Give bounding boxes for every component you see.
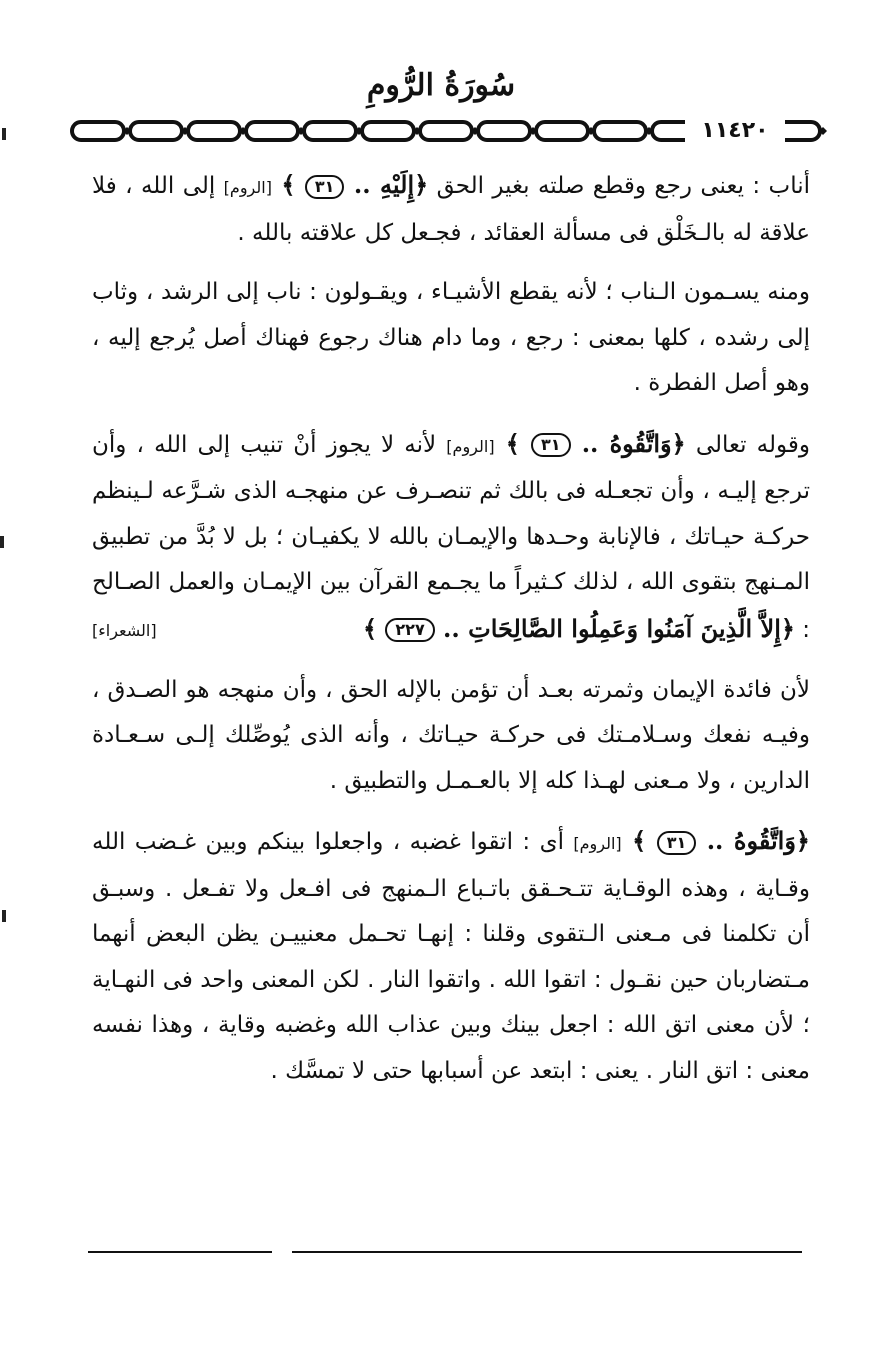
page-number: ١١٤٢٠ — [685, 116, 785, 146]
quran-verse: ﴿وَاتَّقُوهُ .. — [696, 826, 810, 855]
quran-verse: ﴿إِلاَّ الَّذِينَ آمَنُوا وَعَمِلُوا الصَّالِحَاتِ .. — [434, 613, 795, 643]
page-body — [92, 162, 810, 1094]
text: إلى الله ، فلا علاقة له بالـخَلْق فى مسألة العقائد ، فجـعل كل علاقته بالله . — [92, 173, 810, 246]
chain-link — [246, 122, 298, 140]
paragraph-5 — [92, 818, 810, 1094]
paragraph-2 — [92, 270, 810, 407]
ayah-number-badge: ٣١ — [531, 433, 571, 457]
paragraph-1 — [92, 162, 810, 256]
text: أى : اتقوا غضبه ، واجعلوا بينكم وبين غـضب الله وقـاية ، وهذه الوقـاية تتـحـقق باتـباع الـمنهج فى افـعل ولا تفـعل . وسبـق أن تكلمنا فى مـعنى الـتقوى وقلنا : إنهـا تحـمل معنييـن يظن البعض أنهما مـتضاربان حين نقـول : اتقوا الله . واتقوا النار . لكن المعنى واحد فى النهـاية ؛ لأن معنى اتق الله : اجعل بينك وبين عذاب الله وغضبه وقاية ، وهذا نفسه معنى : اتق النار . يعنى : ابتعد عن أسبابها حتى لا تمسَّك . — [92, 829, 810, 1084]
chain-link — [304, 122, 356, 140]
chain-link — [130, 122, 182, 140]
surah-reference: [الروم] — [223, 178, 272, 197]
verse-close: ﴾ — [621, 826, 657, 855]
paragraph-4 — [92, 668, 810, 805]
footer-line-short — [88, 1251, 272, 1253]
chain-link — [478, 122, 530, 140]
text: ومنه يسـمون الـناب ؛ لأنه يقطع الأشيـاء ، ويقـولون : ناب إلى الرشد ، وثاب إلى رشده ، كلها بمعنى : رجع ، وما دام هناك رجوع فهناك أصل يُرجع إليه ، وهو أصل الفطرة . — [92, 279, 810, 396]
chain-link — [72, 122, 124, 140]
footer-rule — [88, 1248, 802, 1256]
ayah-number-badge: ٢٢٧ — [385, 618, 434, 642]
margin-mark — [0, 536, 4, 548]
chain-link — [188, 122, 240, 140]
verse-close: ﴾ — [271, 170, 305, 199]
text: لأنه لا يجوز أنْ تنيب إلى الله ، وأن ترجع إليـه ، وأن تجعـله فى بالك ثم تنصـرف عن منهجـه الذى شـرَّعه لـينظم حركـة حيـاتك ، فالإنابة وحـدها والإيمـان بالله لا يكفيـان ؛ بل لا بُدَّ من تطبيق المـنهج بتقوى الله ، لذلك كـثيراً ما يجـمع القرآن بين الإيمـان والعمل الصـالح : — [92, 431, 810, 643]
margin-mark — [2, 128, 6, 140]
surah-reference: [الروم] — [573, 834, 622, 853]
quran-verse: ﴿إِلَيْهِ .. — [344, 170, 429, 199]
chain-link — [420, 122, 472, 140]
verse-close: ﴾ — [494, 428, 531, 458]
chain-link — [594, 122, 646, 140]
paragraph-3 — [92, 421, 810, 654]
verse-close: ﴾ — [362, 613, 386, 643]
footer-line-long — [292, 1251, 802, 1253]
surah-reference: [الشعراء] — [92, 621, 157, 640]
text: لأن فائدة الإيمان وثمرته بعـد أن تؤمن بالإله الحق ، وأن منهجه هو الصـدق ، وفيـه نفعك وسـلامـتك فى حركـة حيـاتك ، وأنه الذى يُوصِّلك إلـى سـعـادة الدارين ، ولا مـعنى لهـذا كله إلا بالعـمـل والتطبيق . — [92, 676, 810, 794]
chain-link — [362, 122, 414, 140]
text: وقوله تعالى — [685, 431, 810, 458]
surah-title: سُورَةُ الرُّومِ — [366, 68, 516, 103]
ayah-number-badge: ٣١ — [305, 175, 345, 199]
surah-reference: [الروم] — [446, 436, 495, 456]
chain-link — [536, 122, 588, 140]
margin-mark — [2, 910, 6, 922]
quran-verse: ﴿وَاتَّقُوهُ .. — [570, 428, 686, 458]
ayah-number-badge: ٣١ — [657, 831, 697, 855]
text: أناب : يعنى رجع وقطع صلته بغير الحق — [428, 173, 810, 199]
